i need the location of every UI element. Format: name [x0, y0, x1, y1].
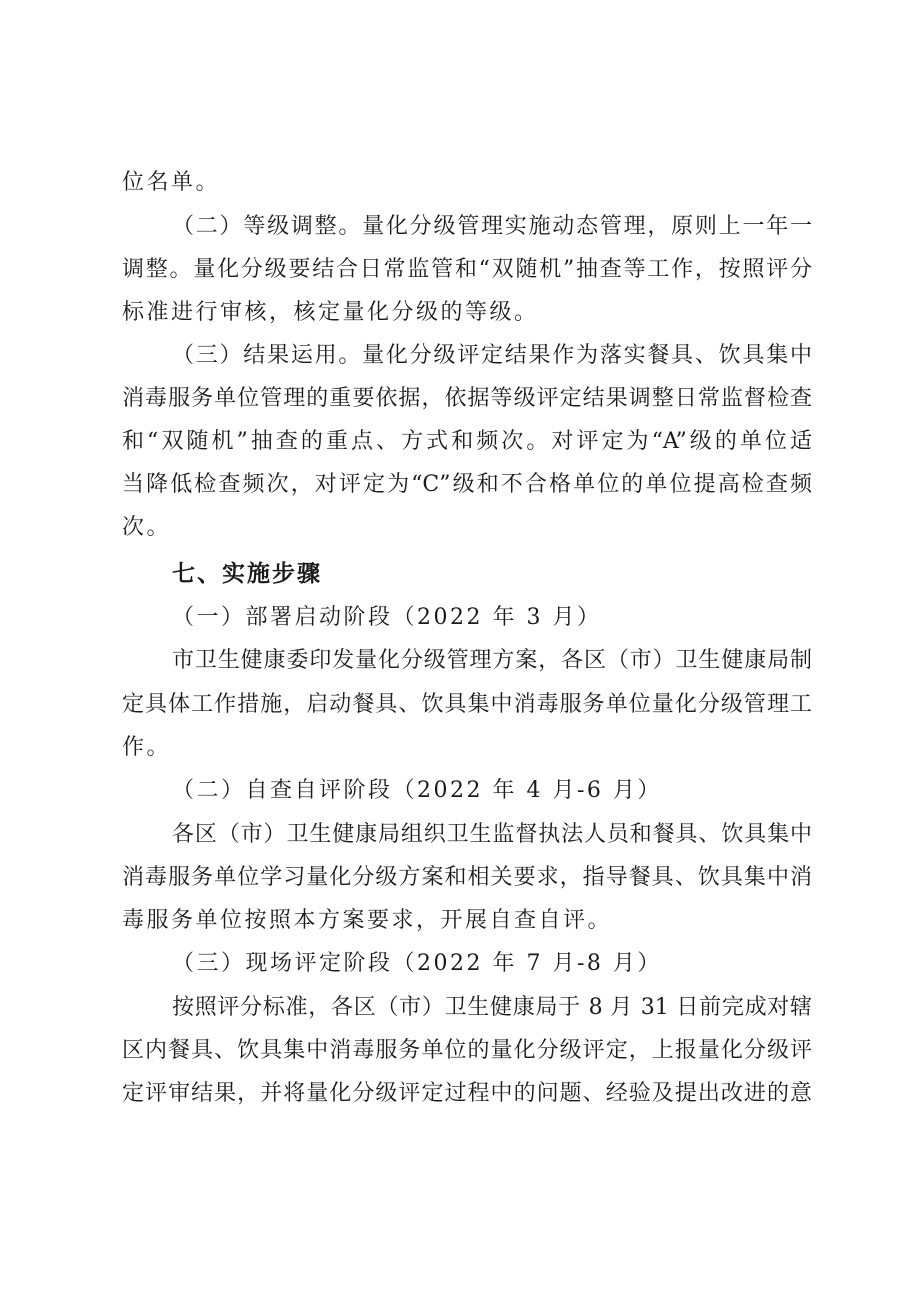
- paragraph-line: 位名单。: [122, 170, 221, 195]
- paragraph-line: 定具体工作措施，启动餐具、饮具集中消毒服务单位量化分级管理工: [122, 692, 812, 717]
- paragraph-line: 和“双随机”抽查的重点、方式和频次。对评定为“A”级的单位适: [122, 429, 812, 454]
- paragraph-line: 次。: [122, 515, 172, 540]
- section-heading: 七、实施步骤: [172, 561, 322, 587]
- paragraph-line: 定评审结果，并将量化分级评定过程中的问题、经验及提出改进的意: [122, 1081, 812, 1106]
- paragraph-line: 市卫生健康委印发量化分级管理方案，各区（市）卫生健康局制: [172, 648, 812, 673]
- subsection-title: （一）部署启动阶段（2022 年 3 月）: [172, 605, 602, 630]
- paragraph-line: （二）等级调整。量化分级管理实施动态管理，原则上一年一: [172, 214, 812, 239]
- paragraph-line: 区内餐具、饮具集中消毒服务单位的量化分级评定，上报量化分级评: [122, 1038, 812, 1063]
- paragraph-line: 按照评分标准，各区（市）卫生健康局于 8 月 31 日前完成对辖: [172, 995, 812, 1020]
- paragraph-line: 毒服务单位按照本方案要求，开展自查自评。: [122, 908, 613, 933]
- paragraph-line: （三）结果运用。量化分级评定结果作为落实餐具、饮具集中: [172, 343, 812, 368]
- subsection-title: （三）现场评定阶段（2022 年 7 月-8 月）: [172, 951, 662, 976]
- paragraph-line: 标准进行审核，核定量化分级的等级。: [122, 300, 539, 325]
- paragraph-line: 消毒服务单位管理的重要依据，依据等级评定结果调整日常监督检查: [122, 386, 812, 411]
- paragraph-line: 调整。量化分级要结合日常监管和“双随机”抽查等工作，按照评分: [122, 257, 812, 282]
- paragraph-line: 消毒服务单位学习量化分级方案和相关要求，指导餐具、饮具集中消: [122, 865, 812, 890]
- subsection-title: （二）自查自评阶段（2022 年 4 月-6 月）: [172, 778, 662, 803]
- paragraph-line: 作。: [122, 735, 172, 760]
- paragraph-line: 各区（市）卫生健康局组织卫生监督执法人员和餐具、饮具集中: [172, 822, 812, 847]
- paragraph-line: 当降低检查频次，对评定为“C”级和不合格单位的单位提高检查频: [122, 472, 812, 497]
